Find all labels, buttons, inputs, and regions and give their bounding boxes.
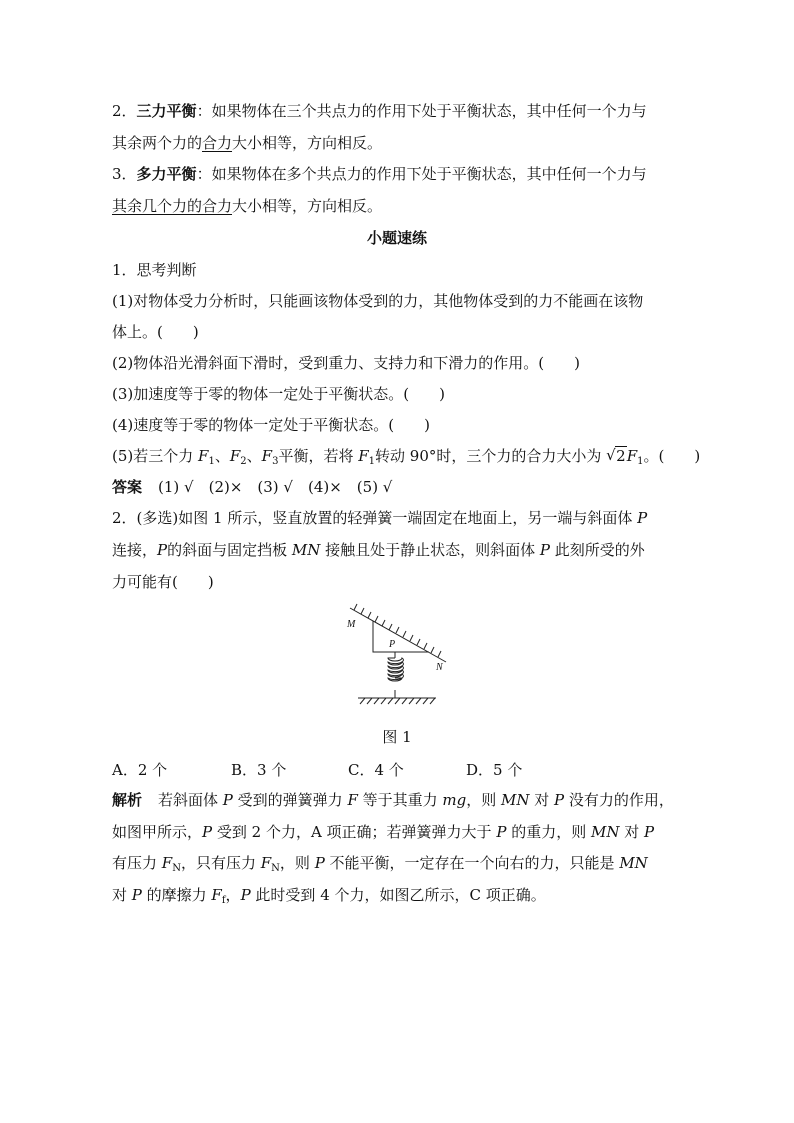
paragraph-multi-force-line1: 3．多力平衡：如果物体在多个共点力的作用下处于平衡状态，其中任何一个力与 (112, 165, 647, 183)
spring-coil (388, 658, 403, 681)
barrier-mn-line (350, 608, 446, 662)
label-m: M (347, 619, 356, 630)
q1-statement-1-line2: 体上。( ) (112, 323, 199, 341)
option-c: C．4 个 (348, 761, 404, 779)
label-n: N (436, 662, 443, 673)
figure-1-diagram (340, 600, 450, 712)
q1-statement-4: (4)速度等于零的物体一定处于平衡状态。( ) (112, 416, 430, 434)
term-multi-force: 多力平衡 (136, 165, 197, 183)
option-a: A．2 个 (112, 761, 168, 779)
paragraph-multi-force-line2: 其余几个力的合力大小相等，方向相反。 (112, 197, 383, 215)
q1-statement-1-line1: (1)对物体受力分析时，只能画该物体受到的力，其他物体受到的力不能画在该物 (112, 292, 644, 310)
q1-answer (112, 477, 392, 497)
analysis-label: 解析 (112, 791, 143, 809)
analysis-line1: 解析 若斜面体 P 受到的弹簧弹力 F 等于其重力 mg，则 MN 对 P 没有力的作用， (112, 791, 674, 809)
barrier-hatching (354, 604, 441, 657)
paragraph-three-force-line2: 其余两个力的合力大小相等，方向相反。 (112, 134, 383, 152)
analysis-line2: 如图甲所示，P 受到 2 个力，A 项正确；若弹簧弹力大于 P 的重力，则 MN 对 P (112, 823, 655, 841)
sqrt-symbol: √ 2 (606, 446, 627, 466)
option-b: B．3 个 (231, 761, 287, 779)
underlined-remaining-resultant: 其余几个力的合力 (112, 197, 233, 215)
analysis-line3: 有压力 $F_N$，只有压力 $F_N$，则 P 不能平衡，一定存在一个向右的力，只能是 MN (112, 854, 648, 874)
q2-line2: 连接，P的斜面与固定挡板 MN 接触且处于静止状态，则斜面体 P 此刻所受的外 (112, 541, 645, 559)
answer-values: (1) √ (2)× (3) √ (4)× (5) √ (158, 478, 393, 496)
q1-heading: 1．思考判断 (112, 261, 197, 279)
analysis-line4: 对 P 的摩擦力 $F_f$，P 此时受到 4 个力，如图乙所示，C 项正确。 (112, 886, 546, 906)
term-three-force: 三力平衡 (136, 102, 197, 120)
answer-label: 答案 (112, 478, 143, 496)
q2-line3: 力可能有( ) (112, 573, 214, 591)
option-d: D．5 个 (466, 761, 523, 779)
underlined-resultant-force: 合力 (202, 134, 233, 152)
q1-statement-2: (2)物体沿光滑斜面下滑时，受到重力、支持力和下滑力的作用。( ) (112, 354, 580, 372)
figure-caption: 图 1 (382, 728, 412, 746)
q1-statement-5: (5)若三个力 $F_1$、$F_2$、$F_3$平衡，若将 $F_1$转动 90°时，三个力的合力大小为 √ $2F_1$。( ) (112, 446, 700, 466)
q2-line1: 2．(多选)如图 1 所示，竖直放置的轻弹簧一端固定在地面上，另一端与斜面体 P (112, 509, 648, 527)
q1-statement-3: (3)加速度等于零的物体一定处于平衡状态。( ) (112, 385, 445, 403)
paragraph-three-force-line1: 2．三力平衡：如果物体在三个共点力的作用下处于平衡状态，其中任何一个力与 (112, 102, 647, 120)
label-p: P (389, 639, 396, 650)
section-title: 小题速练 (366, 229, 427, 247)
ground-hatching (360, 698, 435, 704)
